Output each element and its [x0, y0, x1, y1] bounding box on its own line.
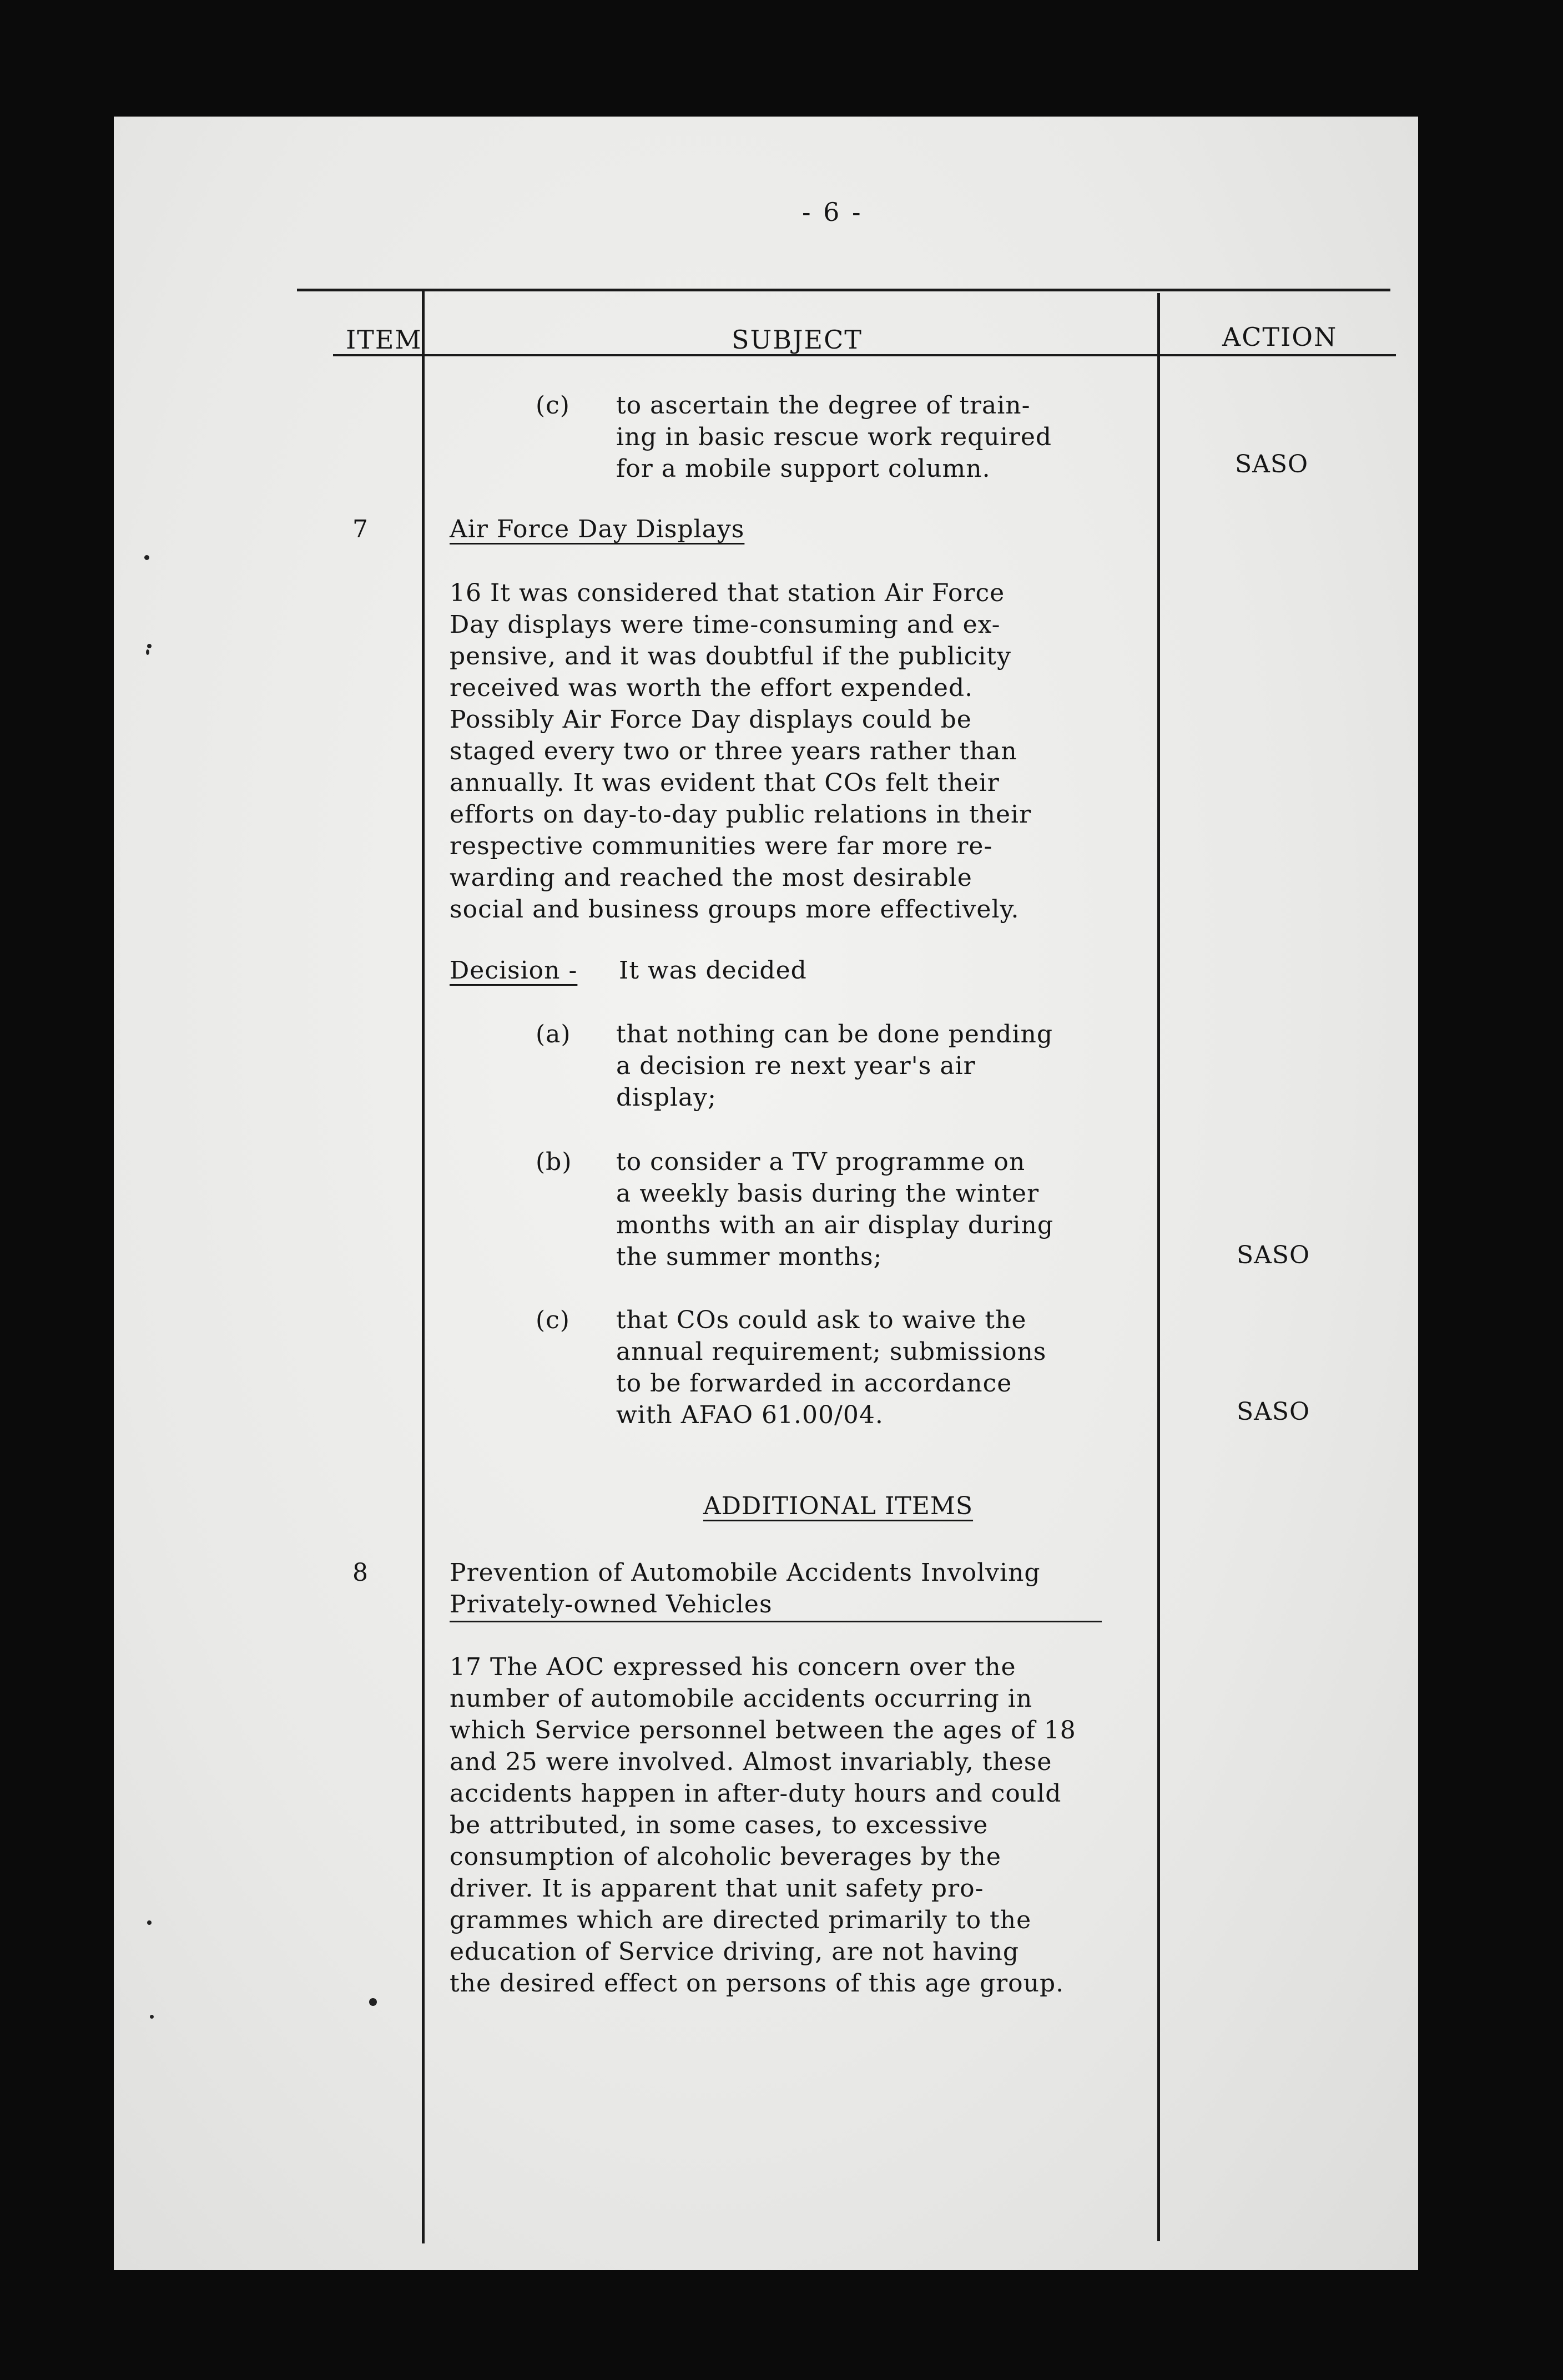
text-line: staged every two or three years rather than	[450, 737, 1017, 765]
text-line: with AFAO 61.00/04.	[616, 1401, 884, 1429]
text-line: Privately-owned Vehicles	[450, 1590, 773, 1618]
text-line: driver. It is apparent that unit safety pro-	[450, 1874, 984, 1903]
text-line: 16 It was considered that station Air Force	[450, 579, 1005, 607]
carry-over-action: SASO	[1235, 450, 1309, 478]
text-line: consumption of alcoholic beverages by the	[450, 1843, 1001, 1871]
text-line: to consider a TV programme on	[616, 1148, 1026, 1176]
item-8-paragraph	[450, 1651, 1076, 1999]
text-line: efforts on day-to-day public relations in their	[450, 800, 1032, 829]
scan-speck	[147, 1920, 152, 1925]
decision-label: Decision -	[450, 956, 578, 985]
decision-b-action: SASO	[1237, 1241, 1310, 1269]
additional-items-heading: ADDITIONAL ITEMS	[703, 1492, 974, 1520]
text-line: a weekly basis during the winter	[616, 1179, 1040, 1208]
scan-speck	[147, 644, 152, 648]
text-line: that COs could ask to waive the	[616, 1306, 1027, 1334]
text-line: Day displays were time-consuming and ex-	[450, 611, 1001, 639]
item-7-title: Air Force Day Displays	[450, 515, 745, 543]
scan-speck	[150, 2015, 154, 2019]
text-line: education of Service driving, are not having	[450, 1938, 1020, 1966]
text-line: months with an air display during	[616, 1211, 1054, 1239]
text-line: 17 The AOC expressed his concern over the	[450, 1653, 1016, 1681]
text-line: accidents happen in after-duty hours and could	[450, 1779, 1062, 1808]
scan-speck	[144, 555, 149, 560]
text-line: warding and reached the most desirable	[450, 864, 972, 892]
decision-c-text	[616, 1304, 1046, 1431]
item-7-number: 7	[352, 515, 369, 543]
action-column-divider	[1157, 293, 1160, 2241]
text-line: grammes which are directed primarily to the	[450, 1906, 1032, 1934]
text-line: display;	[616, 1083, 717, 1112]
carry-over-label: (c)	[536, 391, 570, 420]
text-line: number of automobile accidents occurring in	[450, 1685, 1033, 1713]
decision-b-text	[616, 1146, 1053, 1273]
text-line: ing in basic rescue work required	[616, 423, 1052, 451]
text-line: social and business groups more effectively.	[450, 895, 1020, 924]
text-line: received was worth the effort expended.	[450, 674, 974, 702]
scan-speck	[369, 1998, 377, 2006]
text-line: to be forwarded in accordance	[616, 1369, 1012, 1398]
table-top-rule	[297, 289, 1390, 291]
text-line: the summer months;	[616, 1243, 883, 1271]
text-line: and 25 were involved. Almost invariably, these	[450, 1748, 1052, 1776]
text-line: to ascertain the degree of train-	[616, 391, 1031, 420]
text-line: Possibly Air Force Day displays could be	[450, 705, 972, 734]
text-line: which Service personnel between the ages of 18	[450, 1716, 1076, 1744]
decision-c-action: SASO	[1237, 1398, 1310, 1426]
header-item: ITEM	[346, 325, 422, 355]
text-line: pensive, and it was doubtful if the publicity	[450, 642, 1011, 670]
scan-speck	[146, 649, 149, 655]
text-line: that nothing can be done pending	[616, 1020, 1053, 1048]
text-line: annual requirement; submissions	[616, 1338, 1047, 1366]
decision-a-text	[616, 1018, 1053, 1113]
header-action: ACTION	[1222, 322, 1338, 352]
item-8-title-underline	[450, 1621, 1102, 1622]
decision-text: It was decided	[619, 956, 807, 985]
text-line: Prevention of Automobile Accidents Involving	[450, 1559, 1041, 1587]
page-number: - 6 -	[802, 197, 863, 227]
header-subject: SUBJECT	[732, 325, 863, 355]
item-column-divider	[422, 290, 425, 2243]
document-page	[114, 117, 1418, 2270]
decision-b-label: (b)	[536, 1148, 572, 1176]
text-line: a decision re next year's air	[616, 1052, 976, 1080]
text-line: be attributed, in some cases, to excessive	[450, 1811, 989, 1839]
text-line: the desired effect on persons of this age group.	[450, 1969, 1065, 1998]
text-line: respective communities were far more re-	[450, 832, 993, 860]
decision-c-label: (c)	[536, 1306, 570, 1334]
decision-a-label: (a)	[536, 1020, 571, 1048]
item-7-paragraph	[450, 577, 1031, 925]
header-bottom-rule	[333, 354, 1396, 356]
text-line: for a mobile support column.	[616, 455, 991, 483]
text-line: annually. It was evident that COs felt their	[450, 769, 1000, 797]
carry-over-text	[616, 390, 1052, 485]
item-8-title	[450, 1557, 1041, 1620]
item-8-number: 8	[352, 1559, 369, 1587]
